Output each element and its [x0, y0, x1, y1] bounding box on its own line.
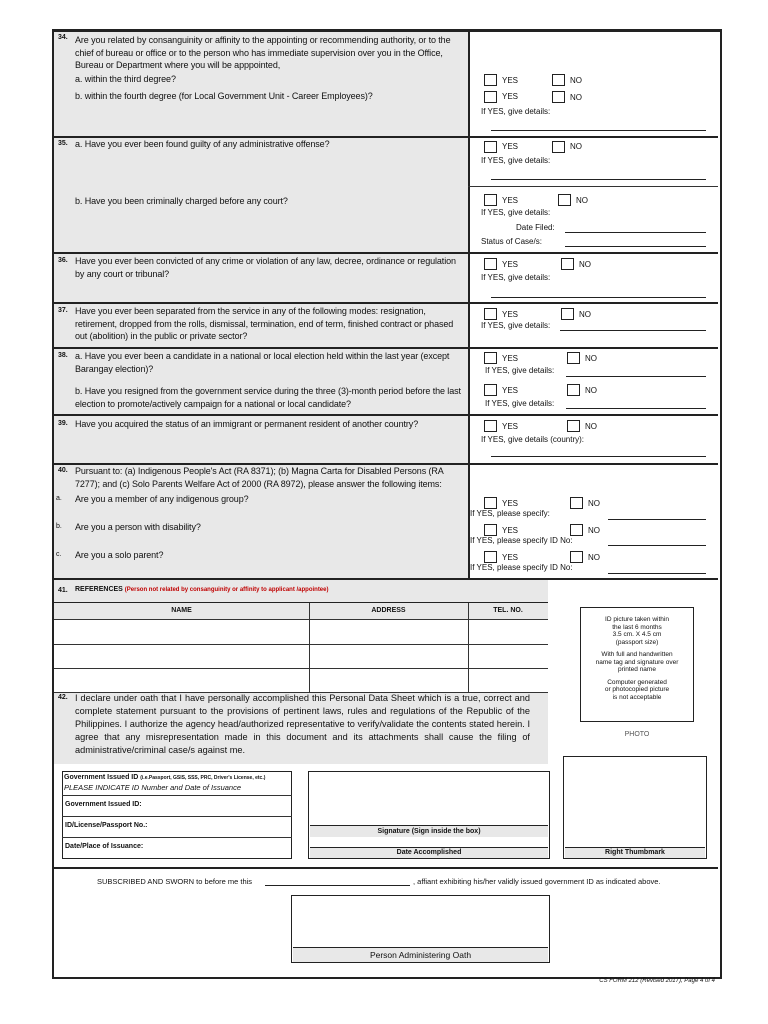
q34b-question: b. within the fourth degree (for Local Government Unit - Career Employees)?	[75, 91, 373, 101]
sworn-divider	[54, 867, 718, 869]
reference-1-address-field[interactable]	[310, 620, 468, 644]
divider-37	[54, 347, 718, 349]
q34a-yes-checkbox[interactable]	[484, 74, 497, 86]
gov-id-instruction: PLEASE INDICATE ID Number and Date of Issuance	[64, 783, 242, 792]
divider-35	[54, 252, 718, 254]
gov-id-divider-3	[62, 837, 292, 838]
q34b-no-checkbox[interactable]	[552, 91, 565, 103]
photo-line-10: Computer generated	[607, 678, 667, 686]
q39-yes-checkbox[interactable]	[484, 420, 497, 432]
photo-line-4: (passport size)	[615, 638, 659, 646]
reference-3-address-field[interactable]	[310, 669, 468, 692]
gov-id-title-note: (i.e.Passport, GSIS, SSS, PRC, Driver's License, etc.)	[140, 775, 266, 781]
q34b-yes-checkbox[interactable]	[484, 91, 497, 103]
references-table	[54, 602, 548, 693]
q40a-no-label: NO	[588, 499, 600, 508]
q36-details-label: If YES, give details:	[481, 273, 551, 282]
references-col-address: ADDRESS	[371, 607, 406, 614]
q36-yes-label: YES	[502, 260, 519, 269]
q39-question: Have you acquired the status of an immigrant or permanent resident of another country?	[75, 419, 419, 429]
q40c-specify-label: If YES, please specify ID No:	[470, 563, 573, 572]
q38b-no-label: NO	[585, 386, 597, 395]
q39-number: 39.	[58, 420, 68, 427]
q34-details-field[interactable]	[491, 130, 706, 131]
q40c-no-checkbox[interactable]	[570, 551, 583, 563]
q39-details-label: If YES, give details (country):	[481, 435, 585, 444]
q35-number: 35.	[58, 140, 68, 147]
reference-3-name-field[interactable]	[54, 669, 309, 692]
q34-number: 34.	[58, 34, 68, 41]
date-accomplished-field[interactable]	[310, 837, 548, 846]
references-col-tel: TEL. NO.	[493, 607, 523, 614]
q36-question: Have you ever been convicted of any crime or violation of any law, decree, ordinance or regulation by any court or tribunal?	[75, 256, 456, 279]
divider-35a	[468, 186, 718, 187]
gov-id-header	[64, 773, 290, 792]
gov-id-divider-1	[62, 795, 292, 796]
q35a-yes-checkbox[interactable]	[484, 141, 497, 153]
references-title-text: REFERENCES	[75, 586, 123, 593]
photo-instructions	[581, 616, 693, 701]
q38b-yes-label: YES	[502, 386, 519, 395]
q40b-yes-checkbox[interactable]	[484, 524, 497, 536]
q35a-no-checkbox[interactable]	[552, 141, 565, 153]
q38a-question: a. Have you ever been a candidate in a national or local election held within the last year (except Barangay election)?	[75, 351, 450, 374]
gov-id-field-label: Government Issued ID:	[65, 801, 142, 808]
q40b-yes-label: YES	[502, 526, 519, 535]
q40c-yes-checkbox[interactable]	[484, 551, 497, 563]
q35b-yes-label: YES	[502, 196, 519, 205]
q39-no-checkbox[interactable]	[567, 420, 580, 432]
photo-line-2: the last 6 months	[612, 623, 662, 631]
q37-question: Have you ever been separated from the service in any of the following modes: resignation, retirement, dropped from the rolls, dismissal, termination, end of term, finished contract or phased out (abolition) in the public or private sector?	[75, 306, 454, 341]
q34-question: Are you related by consanguinity or affinity to the appointing or recommending authority, or to the chief of bureau or office or to the person who has immediate supervision over you in the Office, Bureau or Department where you will be apppointed,	[75, 35, 451, 70]
references-note: (Person not related by consanguinity or affinity to applicant /appointee)	[124, 587, 329, 593]
issuance-label: Date/Place of Issuance:	[65, 843, 144, 850]
q36-yes-checkbox[interactable]	[484, 258, 497, 270]
q37-details-label: If YES, give details:	[481, 321, 551, 330]
q36-number: 36.	[58, 257, 68, 264]
q34a-no-checkbox[interactable]	[552, 74, 565, 86]
q40-number: 40.	[58, 467, 68, 474]
column-divider	[468, 32, 470, 578]
gov-id-divider-2	[62, 816, 292, 817]
q38b-yes-checkbox[interactable]	[484, 384, 497, 396]
id-number-input[interactable]	[150, 819, 288, 833]
q40c-question: Are you a solo parent?	[75, 550, 164, 560]
q38b-details-label: If YES, give details:	[485, 399, 555, 408]
q40c-letter: c.	[56, 551, 62, 558]
q34a-yes-label: YES	[502, 76, 519, 85]
q35b-status-label: Status of Case/s:	[481, 237, 542, 246]
q35a-details-label: If YES, give details:	[481, 156, 551, 165]
q35b-status-field[interactable]	[565, 246, 706, 247]
q35a-yes-label: YES	[502, 142, 519, 151]
q35b-no-checkbox[interactable]	[558, 194, 571, 206]
q40c-no-label: NO	[588, 553, 600, 562]
photo-label: PHOTO	[624, 731, 650, 738]
sworn-date-field[interactable]	[265, 885, 410, 886]
reference-2-tel-field[interactable]	[469, 645, 548, 668]
q34b-yes-label: YES	[502, 92, 519, 101]
q35b-date-filed-field[interactable]	[565, 232, 706, 233]
photo-line-3: 3.5 cm. X 4.5 cm	[612, 631, 662, 638]
q38a-yes-checkbox[interactable]	[484, 352, 497, 364]
q40a-letter: a.	[56, 495, 62, 502]
signature-caption: Signature (Sign inside the box)	[310, 825, 548, 837]
reference-2-name-field[interactable]	[54, 645, 309, 668]
sworn-suffix: , affiant exhibiting his/her validly issued government ID as indicated above.	[413, 877, 661, 886]
q40-question: Pursuant to: (a) Indigenous People's Act (RA 8371); (b) Magna Carta for Disabled Persons (RA 7277); and (c) Solo Parents Welfare Act of 2000 (RA 8972), please answer the following items:	[75, 466, 444, 489]
q42-declaration: I declare under oath that I have personally accomplished this Personal Data Sheet which is a true, correct and complete statement pursuant to the provisions of pertinent laws, rules and regulations of the Republic of the Philippines. I authorize the agency head/authorized representative to verify/validate the contents stated herein. I agree that any misrepresentation made in this document and its attachments shall cause the filing of administrative/criminal case/s against me.	[75, 693, 530, 755]
id-number-label: ID/License/Passport No.:	[65, 822, 148, 829]
q38b-no-checkbox[interactable]	[567, 384, 580, 396]
q40b-no-label: NO	[588, 526, 600, 535]
divider-38	[54, 414, 718, 416]
q34a-question: a. within the third degree?	[75, 74, 176, 84]
sworn-prefix: SUBSCRIBED AND SWORN to before me this	[97, 877, 253, 886]
references-title	[75, 586, 328, 593]
q40b-no-checkbox[interactable]	[570, 524, 583, 536]
photo-line-1: ID picture taken within	[605, 616, 669, 623]
thumbmark-caption: Right Thumbmark	[565, 847, 705, 858]
q40c-yes-label: YES	[502, 553, 519, 562]
q35a-question: a. Have you ever been found guilty of any administrative offense?	[75, 139, 330, 149]
q35b-details-label: If YES, give details:	[481, 208, 551, 217]
q40c-specify-field[interactable]	[608, 573, 706, 574]
divider-36	[54, 302, 718, 304]
q37-details-field[interactable]	[560, 330, 706, 331]
oath-caption: Person Administering Oath	[293, 947, 548, 962]
q35b-date-filed-label: Date Filed:	[516, 223, 555, 232]
q37-yes-label: YES	[502, 310, 519, 319]
photo-line-12: is not acceptable	[612, 693, 662, 701]
q34-details-label: If YES, give details:	[481, 107, 551, 116]
q39-yes-label: YES	[502, 422, 519, 431]
q37-yes-checkbox[interactable]	[484, 308, 497, 320]
reference-3-tel-field[interactable]	[469, 669, 548, 692]
q40b-question: Are you a person with disability?	[75, 522, 201, 532]
q38a-yes-label: YES	[502, 354, 519, 363]
q36-details-field[interactable]	[491, 297, 706, 298]
q38a-details-label: If YES, give details:	[485, 366, 555, 375]
q34b-no-label: NO	[570, 93, 582, 102]
q41-number: 41.	[58, 587, 68, 594]
q40b-specify-field[interactable]	[608, 545, 706, 546]
photo-line-11: or photocopied picture	[604, 686, 670, 693]
q35b-no-label: NO	[576, 196, 588, 205]
q38a-no-checkbox[interactable]	[567, 352, 580, 364]
q35b-yes-checkbox[interactable]	[484, 194, 497, 206]
issuance-input[interactable]	[150, 840, 288, 854]
reference-1-name-field[interactable]	[54, 620, 309, 644]
q38b-question: b. Have you resigned from the government service during the three (3)-month period before the last election to promote/actively campaign for a national or local candidate?	[75, 386, 461, 409]
q40b-letter: b.	[56, 523, 62, 530]
q34a-no-label: NO	[570, 76, 582, 85]
q42-number: 42.	[58, 694, 68, 701]
q40a-no-checkbox[interactable]	[570, 497, 583, 509]
photo-line-6: With full and handwritten	[601, 651, 673, 658]
references-col-name: NAME	[171, 607, 192, 614]
q40a-yes-label: YES	[502, 499, 519, 508]
date-accomplished-caption: Date Accomplished	[310, 847, 548, 858]
q37-number: 37.	[58, 307, 68, 314]
q37-no-checkbox[interactable]	[561, 308, 574, 320]
q36-no-checkbox[interactable]	[561, 258, 574, 270]
q38b-details-field[interactable]	[566, 408, 706, 409]
q40a-specify-field[interactable]	[608, 519, 706, 520]
q38a-details-field[interactable]	[566, 376, 706, 377]
q37-no-label: NO	[579, 310, 591, 319]
gov-id-input[interactable]	[140, 798, 288, 812]
q36-no-label: NO	[579, 260, 591, 269]
q39-details-field[interactable]	[491, 456, 706, 457]
q38-number: 38.	[58, 352, 68, 359]
q40b-specify-label: If YES, please specify ID No:	[470, 536, 573, 545]
q40a-question: Are you a member of any indigenous group?	[75, 494, 249, 504]
photo-line-8: printed name	[618, 666, 656, 673]
gov-id-title: Government Issued ID	[64, 774, 139, 781]
q38a-no-label: NO	[585, 354, 597, 363]
photo-line-7: name tag and signature over	[595, 658, 679, 666]
q39-no-label: NO	[585, 422, 597, 431]
q35b-question: b. Have you been criminally charged before any court?	[75, 196, 288, 206]
q35a-no-label: NO	[570, 142, 582, 151]
reference-1-tel-field[interactable]	[469, 620, 548, 644]
q40a-specify-label: If YES, please specify:	[470, 509, 550, 518]
reference-2-address-field[interactable]	[310, 645, 468, 668]
q40a-yes-checkbox[interactable]	[484, 497, 497, 509]
form-footer: CS FORM 212 (Revised 2017), Page 4 of 4	[599, 978, 715, 984]
q35a-details-field[interactable]	[491, 179, 706, 180]
thumbmark-box[interactable]	[563, 756, 707, 859]
